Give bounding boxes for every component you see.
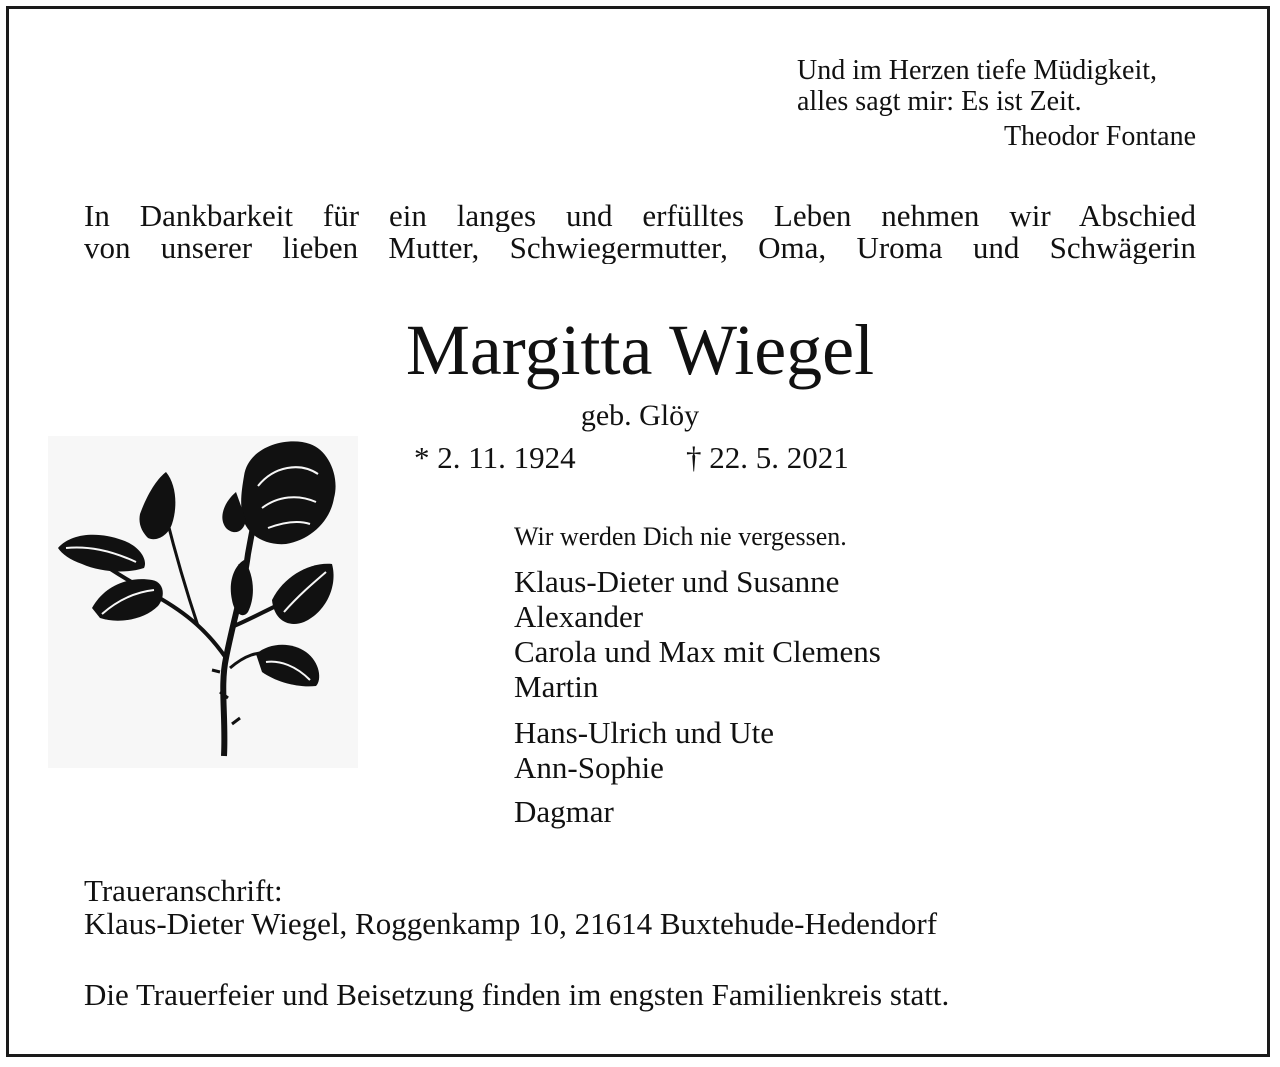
mourners-tagline: Wir werden Dich nie vergessen.: [514, 522, 847, 551]
address-text: Klaus-Dieter Wiegel, Roggenkamp 10, 21614 Buxtehude-Hedendorf: [84, 906, 938, 941]
quote: [797, 55, 1157, 117]
mourner-name: Klaus-Dieter und Susanne: [514, 564, 840, 599]
mourner-name: Dagmar: [514, 794, 614, 829]
quote-line: Und im Herzen tiefe Müdigkeit,: [797, 55, 1158, 86]
deceased-name: Margitta Wiegel: [405, 310, 875, 390]
address-label: Traueranschrift:: [84, 873, 283, 908]
intro-line: von unserer lieben Mutter, Schwiegermutter, Oma, Uroma und Schwägerin: [84, 232, 1196, 264]
mourner-name: Martin: [514, 669, 599, 704]
mourner-name: Carola und Max mit Clemens: [514, 634, 881, 669]
quote-author: Theodor Fontane: [1003, 121, 1196, 152]
rose-icon: [48, 436, 358, 768]
maiden-name: geb. Glöy: [580, 399, 700, 432]
mourner-name: Alexander: [514, 599, 644, 634]
service-note: Die Trauerfeier und Beisetzung finden im engsten Familienkreis statt.: [84, 977, 950, 1012]
death-date: † 22. 5. 2021: [686, 440, 849, 475]
quote-line: alles sagt mir: Es ist Zeit.: [797, 86, 1082, 117]
mourner-name: Ann-Sophie: [514, 750, 664, 785]
mourner-name: Hans-Ulrich und Ute: [514, 715, 774, 750]
birth-date: * 2. 11. 1924: [414, 440, 576, 475]
intro-text: [84, 200, 1196, 264]
intro-line: In Dankbarkeit für ein langes und erfülltes Leben nehmen wir Abschied: [84, 200, 1196, 232]
